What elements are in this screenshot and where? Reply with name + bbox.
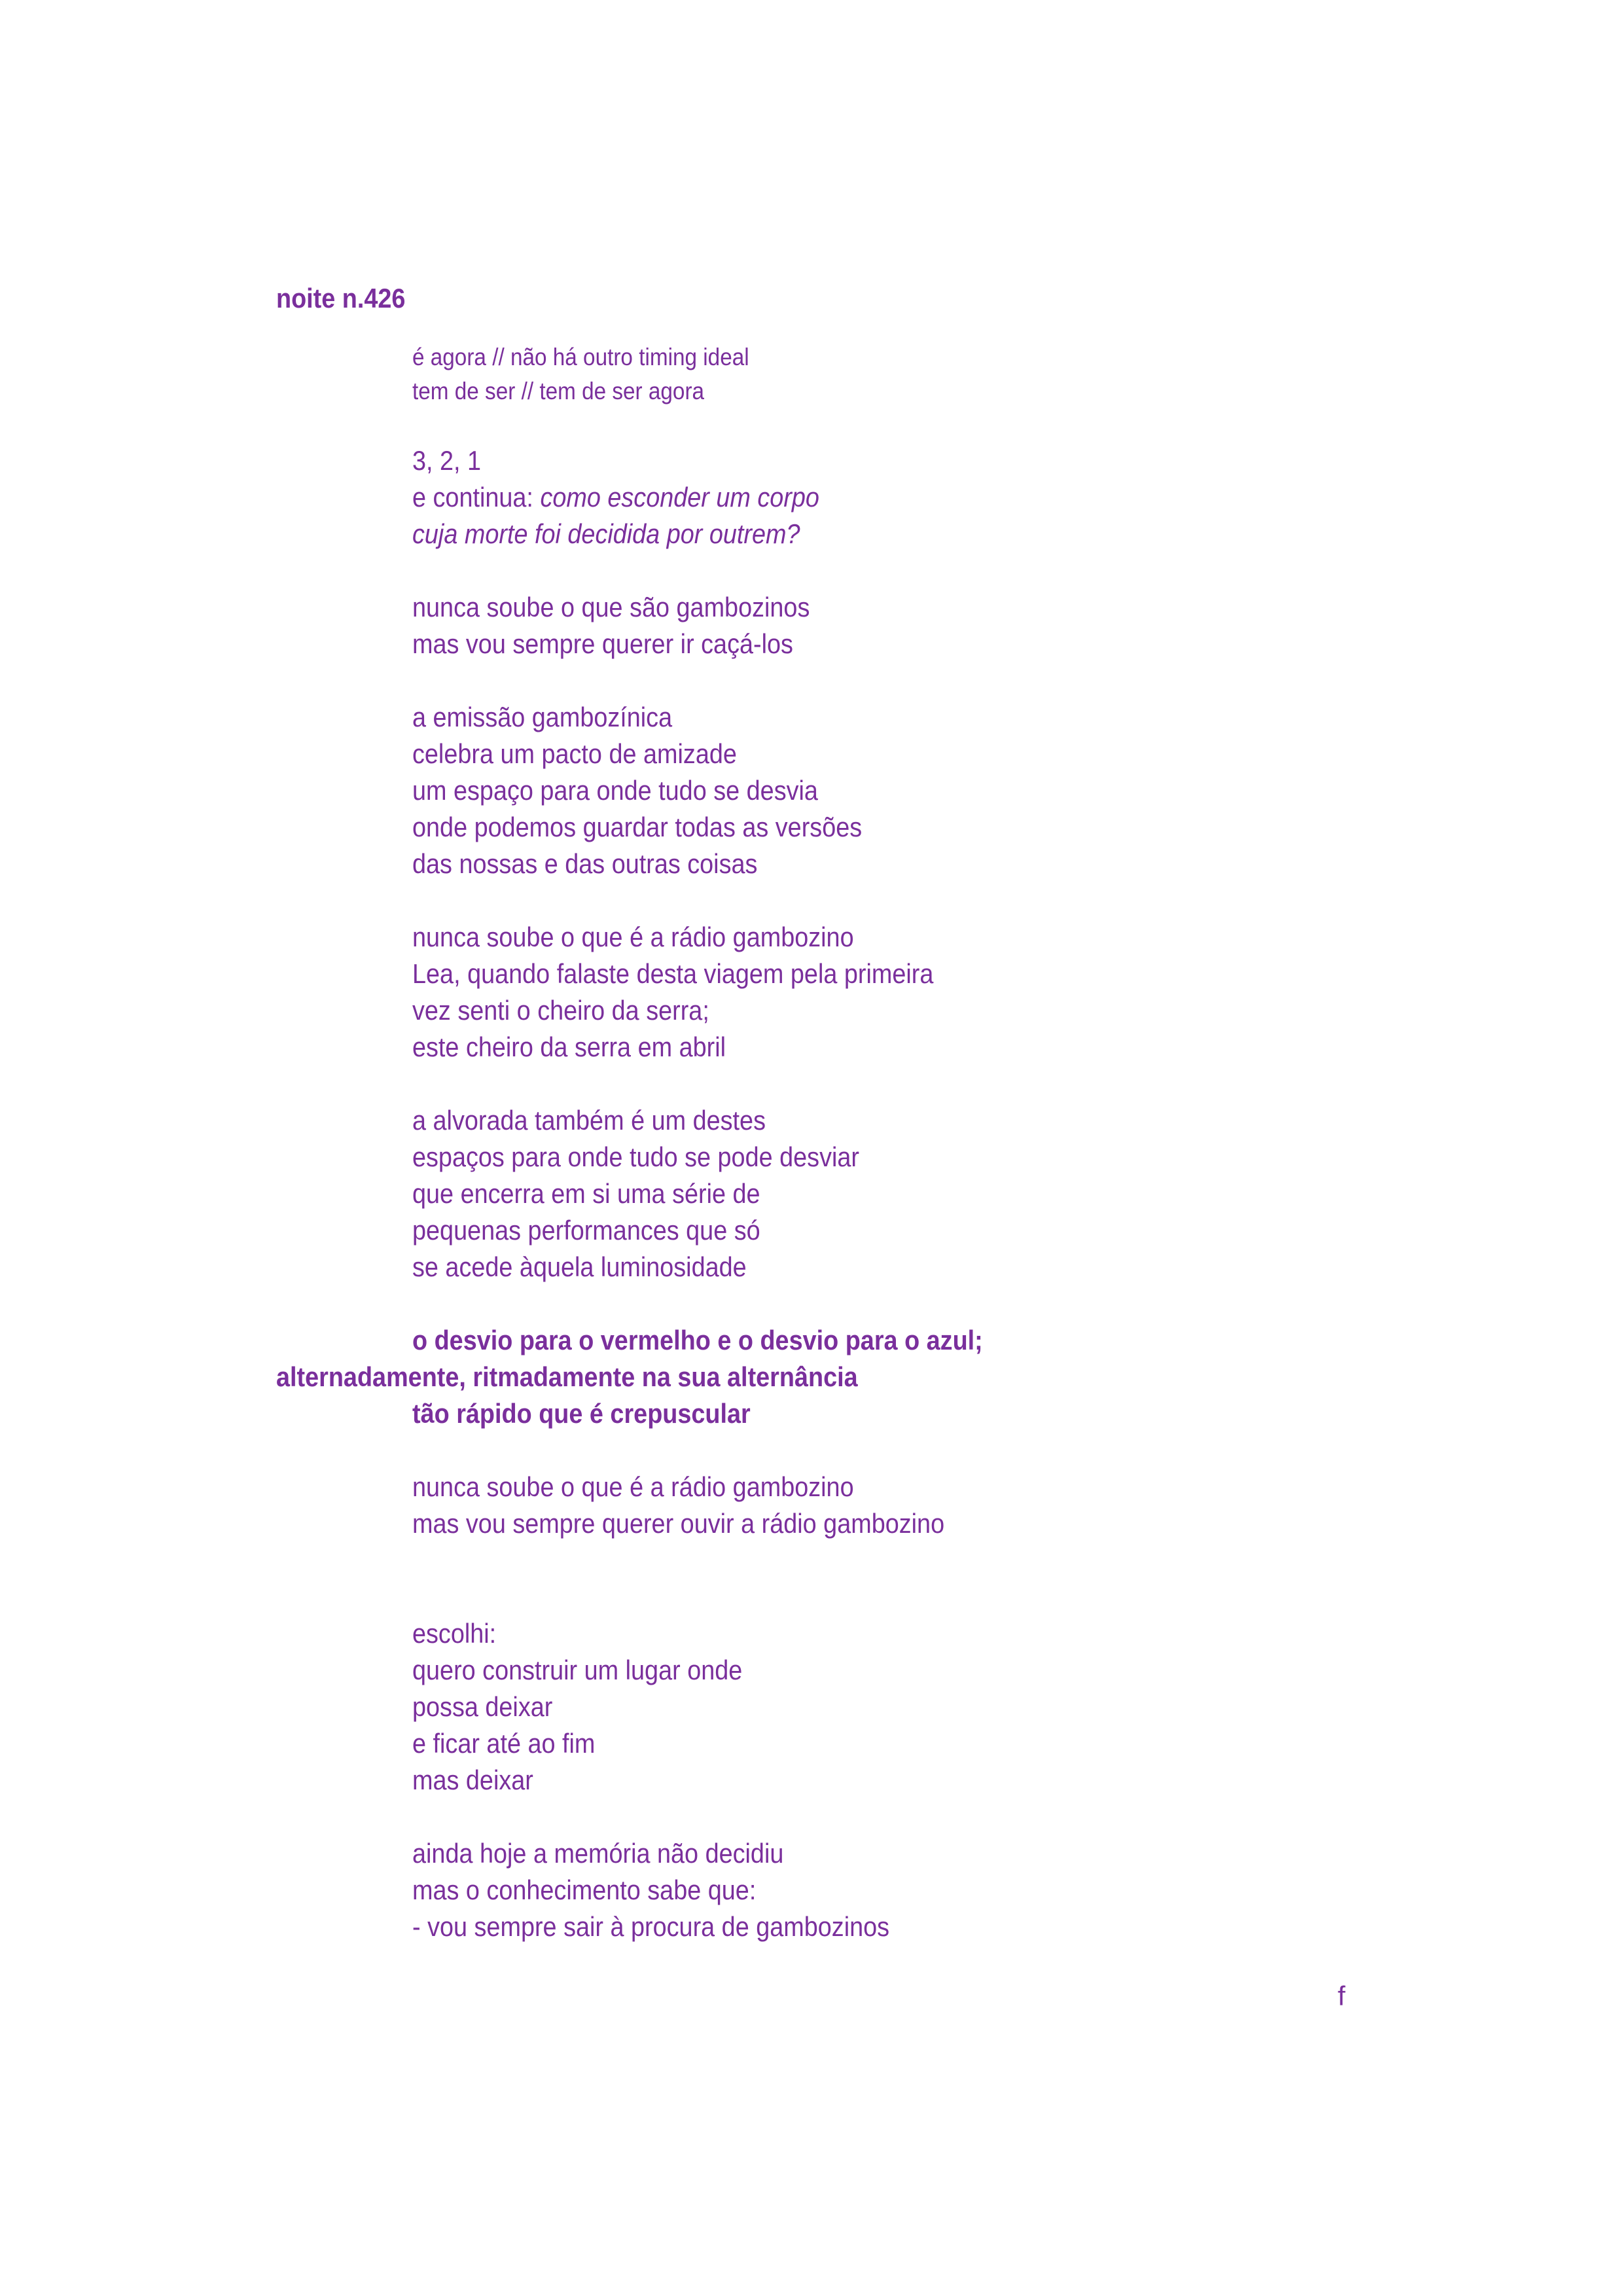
stanza-6 <box>412 1102 1046 1285</box>
poem-line: se acede àquela luminosidade <box>412 1251 747 1282</box>
poem-line: este cheiro da serra em abril <box>412 1031 726 1062</box>
stanza-break <box>412 882 1046 919</box>
stanza-2 <box>412 442 1046 552</box>
poem-line: nunca soube o que são gambozinos <box>412 592 810 622</box>
poem-line: vez senti o cheiro da serra; <box>412 995 709 1026</box>
poem-line: celebra um pacto de amizade <box>412 738 737 769</box>
poem-line-italic <box>412 516 983 552</box>
poem-line: é agora // não há outro timing ideal <box>412 344 749 370</box>
poem-line: escolhi: <box>412 1618 497 1649</box>
stanza-break <box>412 1799 1046 1835</box>
poem-line: mas vou sempre querer ouvir a rádio gambozino <box>412 1508 945 1539</box>
stanza-break <box>412 662 1046 699</box>
poem-title: noite n.426 <box>276 283 406 314</box>
stanza-break <box>412 408 1046 442</box>
poem-line: a alvorada também é um destes <box>412 1105 766 1136</box>
page-footer-mark: f <box>1338 1981 1346 2011</box>
stanza-9 <box>412 1615 1046 1799</box>
poem-line: mas deixar <box>412 1765 533 1795</box>
poem-italic-line: cuja morte foi decidida por outrem? <box>412 518 800 549</box>
stanza-break <box>412 1066 1046 1102</box>
stanza-break <box>412 1542 1046 1615</box>
poem-line-prefix: e continua: <box>412 482 541 512</box>
poem-line: nunca soube o que é a rádio gambozino <box>412 922 854 952</box>
stanza-10 <box>412 1835 1046 1945</box>
stanza-1 <box>412 340 1046 408</box>
stanza-3 <box>412 589 1046 662</box>
poem-line: das nossas e das outras coisas <box>412 848 758 879</box>
poem-line: nunca soube o que é a rádio gambozino <box>412 1471 854 1502</box>
poem-line: onde podemos guardar todas as versões <box>412 812 863 842</box>
stanza-8 <box>412 1469 1046 1542</box>
poem-line-bold: tão rápido que é crepuscular <box>412 1398 751 1429</box>
poem-line: - vou sempre sair à procura de gambozinos <box>412 1911 890 1942</box>
poem-line: a emissão gambozínica <box>412 702 673 732</box>
poem-line: pequenas performances que só <box>412 1215 760 1246</box>
poem-line: e ficar até ao fim <box>412 1728 596 1759</box>
poem-line: espaços para onde tudo se pode desviar <box>412 1141 859 1172</box>
stanza-break <box>412 1432 1046 1469</box>
poem-line: mas vou sempre querer ir caçá-los <box>412 628 793 659</box>
poem-line: que encerra em si uma série de <box>412 1178 760 1209</box>
poem-italic-fragment: como esconder um corpo <box>540 482 819 512</box>
poem-line: mas o conhecimento sabe que: <box>412 1874 757 1905</box>
poem-line-mixed <box>412 479 983 516</box>
stanza-7 <box>276 1322 1046 1432</box>
stanza-break <box>412 1285 1046 1322</box>
poem-line: tem de ser // tem de ser agora <box>412 378 705 404</box>
poem-line-bold: o desvio para o vermelho e o desvio para o azul; <box>412 1325 983 1355</box>
poem-line: Lea, quando falaste desta viagem pela primeira <box>412 958 934 989</box>
poem-line: ainda hoje a memória não decidiu <box>412 1838 784 1869</box>
poem-line: quero construir um lugar onde <box>412 1655 743 1685</box>
poem-line: possa deixar <box>412 1691 553 1722</box>
poem-body <box>276 340 1046 1945</box>
stanza-5 <box>412 919 1046 1066</box>
poem-line: um espaço para onde tudo se desvia <box>412 775 818 806</box>
stanza-4 <box>412 699 1046 882</box>
poem-line-bold: alternadamente, ritmadamente na sua alternância <box>276 1361 858 1392</box>
stanza-break <box>412 552 1046 589</box>
poem-line: 3, 2, 1 <box>412 445 482 476</box>
